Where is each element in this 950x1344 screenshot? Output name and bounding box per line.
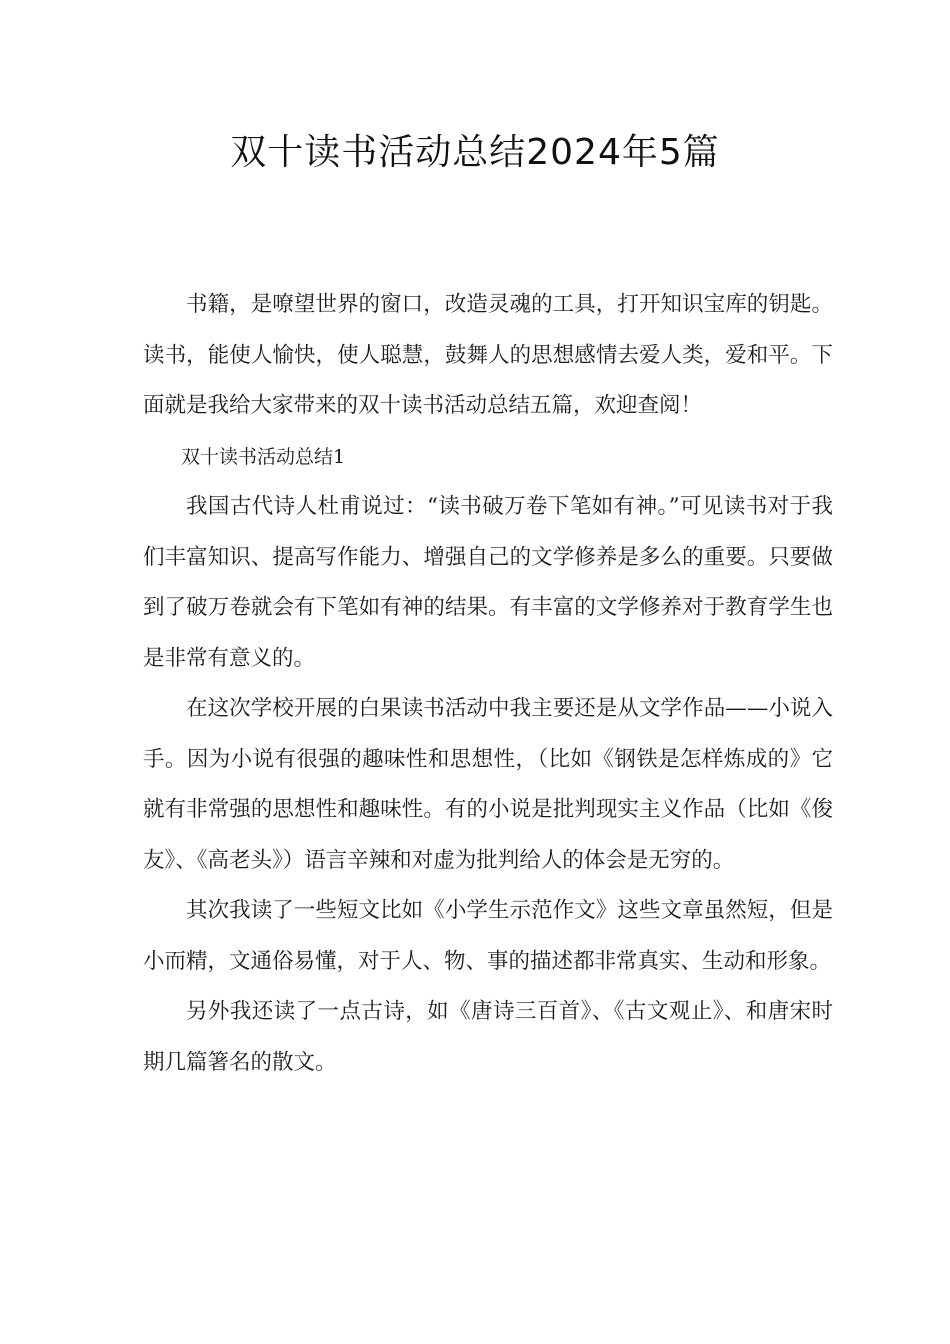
document-title: 双十读书活动总结2024年5篇 bbox=[230, 132, 720, 173]
body-paragraph-2: 在这次学校开展的白果读书活动中我主要还是从文学作品——小说入手。因为小说有很强的趣味性和思想性，（比如《钢铁是怎样炼成的》它就有非常强的思想性和趣味性。有的小说是批判现实主义作品（比如《俊友》、《高老头》）语言辛辣和对虚为批判给人的体会是无穷的。 bbox=[143, 696, 833, 873]
body-paragraph-4: 另外我还读了一点古诗，如《唐诗三百首》、《古文观止》、和唐宋时期几篇箸名的散文。 bbox=[143, 999, 833, 1075]
body-paragraph-1: 我国古代诗人杜甫说过：“读书破万卷下笔如有神。”可见读书对于我们丰富知识、提高写作能力、增强自己的文学修养是多么的重要。只要做到了破万卷就会有下笔如有神的结果。有丰富的文学修养对于教育学生也是非常有意义的。 bbox=[143, 494, 833, 671]
intro-paragraph: 书籍，是嘹望世界的窗口，改造灵魂的工具，打开知识宝库的钥匙。读书，能使人愉快，使人聪慧，鼓舞人的思想感情去爱人类，爱和平。下面就是我给大家带来的双十读书活动总结五篇，欢迎查阅！ bbox=[143, 292, 833, 418]
document-body bbox=[143, 280, 833, 1088]
section-heading: 双十读书活动总结1 bbox=[181, 445, 346, 468]
body-paragraph-3: 其次我读了一些短文比如《小学生示范作文》这些文章虽然短，但是小而精，文通俗易懂，对于人、物、事的描述都非常真实、生动和形象。 bbox=[143, 898, 833, 974]
